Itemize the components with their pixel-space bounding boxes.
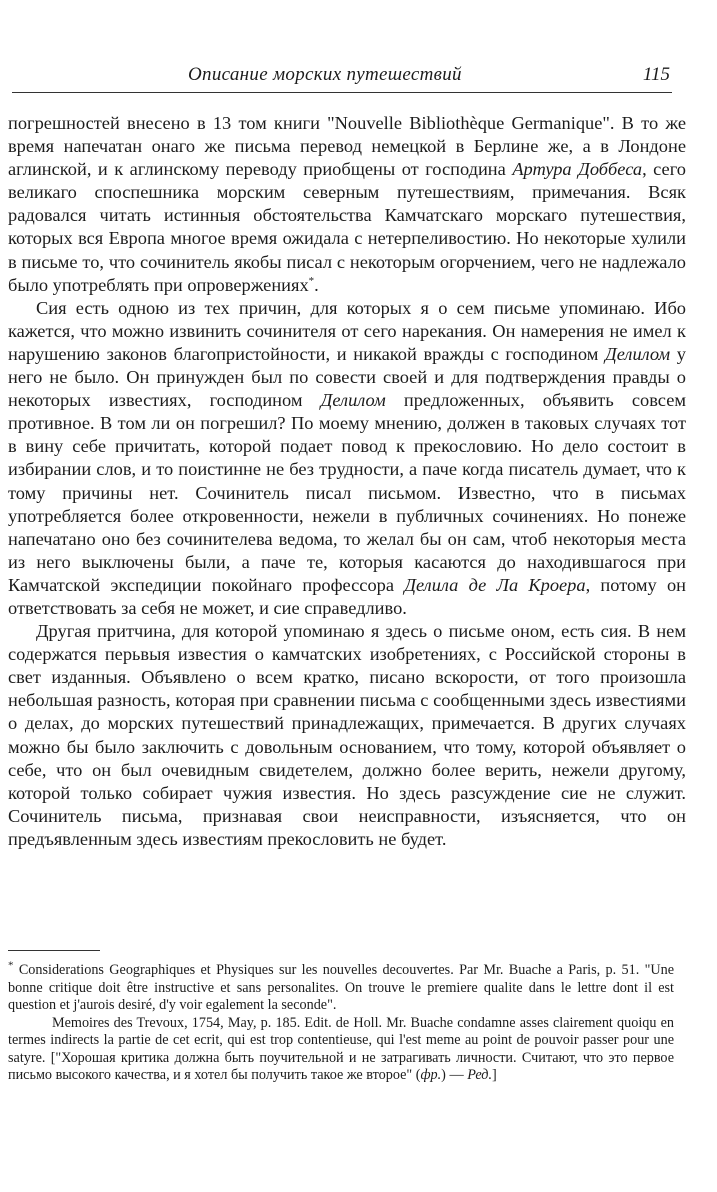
- footnote-divider: [8, 950, 100, 951]
- paragraph-2: [8, 297, 686, 620]
- footnote-1: [8, 959, 674, 1015]
- footnote-1-text: Considerations Geographiques et Physiques sur les nouvelles decouvertes. Par Mr. Buache a Paris, p. 51. "Une bonne critique doit être instructive et sans personalites. On trouve le premiere qualite dans le lettre dont il est question et j'aurois desiré, d'y voir egalement la seconde".: [8, 962, 674, 1013]
- paragraph-1: [8, 112, 686, 297]
- name-delil-de-la-kroer: Делила де Ла Кроера: [404, 574, 586, 595]
- footnotes: [8, 959, 674, 1085]
- name-delil-1: Делилом: [605, 343, 671, 364]
- running-title: Описание морских путешествий: [188, 64, 462, 85]
- paragraph-2-text-c: у него не было. Он принужден был по совести своей и для подтверждения правды о некоторых известиях, господином: [8, 343, 686, 411]
- paragraph-2-text-g: , потому он ответствовать за себя не может, и сие справедливо.: [8, 574, 686, 618]
- name-delil-2: Делилом: [320, 390, 386, 411]
- paragraph-1-text-a: погрешностей внесено в 13 том книги "Nouvelle Bibliothèque Germanique". В то же время напечатан онаго же письма перевод немецкой в Берлине же, а в Лондоне аглинской, и к аглинскому переводу приобщены от господина: [8, 113, 686, 180]
- footnote-reference-mark[interactable]: *: [308, 274, 315, 287]
- footnote-2-text-e: ]: [492, 1067, 497, 1083]
- footnote-2-editor-abbr: Ред.: [467, 1067, 493, 1083]
- footnote-2-text-a: Memoires des Trevoux, 1754, May, p. 185. Edit. de Holl. Mr. Buache condamne asses clairement quoiqu en termes indirects la partie de cet ecrit, qui est trop contentieuse, qui l'est meme au point de pouvoir passer pour une satyre. ["Хорошая критика должна быть поучительной и не затрагивать личности. Считают, что это первое письмо высокого качества, и я хотел бы получить такое же второе" (: [8, 1014, 674, 1083]
- paragraph-3: [8, 620, 686, 851]
- running-header: [12, 62, 672, 93]
- paragraph-3-text: Другая притчина, для которой упоминаю я здесь о письме оном, есть сия. В нем содержатся перьвыя известия о камчатских изобретениях, с Российской стороны в свет изданныя. Объявлено о всем кратко, писано вскорости, от того произошла небольшая разность, которая при сравнении письма с сообщенными здесь известиями о делах, до морских путешествий принадлежащих, примечается. В других случаях можно бы было заключить с довольным основанием, что тому, которой объявляет о себе, что он был очевидным свидетелем, должно более верить, нежели другому, которой только собирает чужия известия. Но здесь разсуждение сие не служит. Сочинитель письма, признавая свои неисправности, изъясняется, что он предъявленным здесь известиям прекословить не будет.: [8, 621, 686, 849]
- footnote-2-lang-abbr: фр.: [420, 1067, 442, 1083]
- footnote-2: [8, 1015, 674, 1085]
- body-text: [8, 112, 686, 851]
- page-number: 115: [642, 64, 670, 85]
- paragraph-1-text-d: .: [314, 274, 319, 295]
- paragraph-1-text-c: , сего великаго споспешника морским северным путешествиям, примечания. Всяк радовался читать истинныя обстоятельства Камчатскаго морскаго путешествия, которых вся Европа многое время ожидала с нетерпеливостию. Но некоторые хулили в письме то, что сочинитель якобы писал с некоторым огорчением, чего не надлежало было употреблять при опровержениях: [8, 159, 686, 295]
- paragraph-2-text-a: Сия есть одною из тех причин, для которых я о сем письме упоминаю. Ибо кажется, что можно извинить сочинителя от сего нарекания. Он намерения не имел к нарушению законов благопристойности, и никакой вражды с господином: [8, 297, 686, 364]
- footnote-mark: *: [8, 959, 14, 972]
- footnote-2-text-c: ) —: [441, 1067, 468, 1083]
- name-dobbs: Артура Доббеса: [512, 159, 643, 180]
- paragraph-2-text-e: предложенных, объявить совсем противное. В том ли он погрешил? По моему мнению, должен в таковых случаях тот в вину себе причитать, которой подает повод к прекословию. Но дело состоит в избирании слов, и то поистинне не без трудности, а паче когда писатель думает, что к тому причины нет. Сочинитель писал письмом. Известно, что в письмах употребляется более откровенности, нежели в публичных сочинениях. Но понеже напечатано оно без сочинителева ведома, то желал бы он сам, чтоб некоторыя места из него выключены были, а паче те, которыя касаются до находившагося при Камчатской экспедиции покойнаго профессора: [8, 390, 686, 595]
